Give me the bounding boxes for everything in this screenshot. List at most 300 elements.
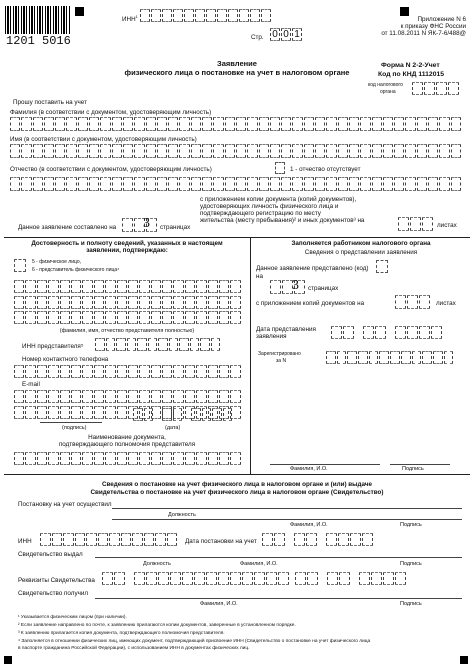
input-cell[interactable]	[185, 280, 195, 293]
input-cell[interactable]	[105, 280, 115, 293]
input-cell[interactable]	[71, 406, 81, 419]
input-cell[interactable]	[82, 452, 92, 465]
input-cell[interactable]	[151, 365, 161, 378]
patronymic-checkbox[interactable]	[275, 162, 285, 174]
input-cell[interactable]	[292, 117, 302, 131]
input-cell[interactable]	[412, 351, 422, 364]
input-cell[interactable]	[140, 9, 150, 22]
input-cell[interactable]	[162, 390, 172, 403]
input-cell[interactable]	[82, 280, 92, 293]
input-cell[interactable]	[60, 365, 70, 378]
input-cell[interactable]	[71, 365, 81, 378]
input-cell[interactable]	[185, 365, 195, 378]
input-cell[interactable]	[394, 177, 404, 191]
input-cell[interactable]	[127, 338, 137, 351]
input-cell[interactable]	[162, 280, 172, 293]
input-cell[interactable]	[349, 177, 359, 191]
page-number-cells[interactable]	[270, 28, 303, 41]
input-cell[interactable]	[71, 311, 81, 324]
input-cell[interactable]	[146, 572, 157, 585]
input-cell[interactable]	[230, 296, 240, 309]
input-cell[interactable]	[179, 338, 189, 351]
input-cell[interactable]	[306, 533, 317, 546]
input-cell[interactable]	[358, 351, 368, 364]
input-cell[interactable]	[394, 117, 404, 131]
input-cell[interactable]	[196, 296, 206, 309]
input-cell[interactable]	[33, 117, 43, 131]
input-cell[interactable]	[407, 326, 418, 339]
input-cell[interactable]	[315, 177, 325, 191]
input-cell[interactable]	[326, 177, 336, 191]
input-cell[interactable]	[424, 82, 435, 95]
input-cell[interactable]	[247, 144, 257, 158]
input-cell[interactable]	[94, 365, 104, 378]
surname-cells[interactable]	[10, 117, 462, 131]
input-cell[interactable]	[48, 390, 58, 403]
input-cell[interactable]	[173, 280, 183, 293]
input-cell[interactable]	[230, 452, 240, 465]
input-cell[interactable]	[105, 452, 115, 465]
input-cell[interactable]	[394, 144, 404, 158]
input-cell[interactable]	[173, 390, 183, 403]
input-cell[interactable]	[71, 452, 81, 465]
input-cell[interactable]	[137, 338, 147, 351]
input-cell[interactable]	[419, 326, 430, 339]
input-cell[interactable]	[439, 144, 449, 158]
input-cell[interactable]	[372, 144, 382, 158]
input-cell[interactable]	[281, 177, 291, 191]
input-cell[interactable]	[259, 117, 269, 131]
input-cell[interactable]	[25, 280, 35, 293]
input-cell[interactable]	[202, 408, 212, 421]
input-cell[interactable]	[37, 311, 47, 324]
input-cell[interactable]	[112, 144, 122, 158]
input-cell[interactable]	[82, 311, 92, 324]
input-cell[interactable]	[206, 9, 216, 22]
input-cell[interactable]	[281, 117, 291, 131]
input-cell[interactable]	[219, 452, 229, 465]
input-cell[interactable]	[123, 117, 133, 131]
input-cell[interactable]	[162, 365, 172, 378]
input-cell[interactable]	[337, 351, 347, 364]
input-cell[interactable]	[95, 338, 105, 351]
input-cell[interactable]	[151, 280, 161, 293]
input-cell[interactable]	[412, 82, 423, 95]
submission-date-cells[interactable]	[331, 326, 443, 339]
input-cell[interactable]	[360, 144, 370, 158]
input-cell[interactable]	[82, 365, 92, 378]
input-cell[interactable]	[338, 144, 348, 158]
input-cell[interactable]	[390, 351, 400, 364]
input-cell[interactable]	[250, 9, 260, 22]
input-cell[interactable]	[146, 177, 156, 191]
input-cell[interactable]	[254, 572, 265, 585]
input-cell[interactable]	[281, 144, 291, 158]
input-cell[interactable]	[105, 365, 115, 378]
input-cell[interactable]	[151, 390, 161, 403]
input-cell[interactable]	[451, 117, 461, 131]
registration-number-cells[interactable]	[326, 351, 454, 364]
input-cell[interactable]	[202, 144, 212, 158]
input-cell[interactable]	[117, 296, 127, 309]
patronymic-cells[interactable]	[10, 177, 462, 191]
input-cell[interactable]	[196, 280, 206, 293]
tax-authority-cells[interactable]	[412, 82, 460, 95]
input-cell[interactable]	[94, 296, 104, 309]
input-cell[interactable]	[242, 572, 253, 585]
input-cell[interactable]	[395, 572, 406, 585]
input-cell[interactable]	[202, 177, 212, 191]
input-cell[interactable]	[230, 311, 240, 324]
input-cell[interactable]	[102, 572, 113, 585]
input-cell[interactable]	[144, 533, 155, 546]
input-cell[interactable]	[422, 351, 432, 364]
input-cell[interactable]	[266, 572, 277, 585]
input-cell[interactable]	[25, 406, 35, 419]
input-cell[interactable]	[10, 177, 20, 191]
input-cell[interactable]	[94, 406, 104, 419]
input-cell[interactable]	[148, 338, 158, 351]
input-cell[interactable]	[71, 390, 81, 403]
input-cell[interactable]	[326, 117, 336, 131]
input-cell[interactable]	[295, 572, 306, 585]
input-cell[interactable]	[331, 326, 342, 339]
input-cell[interactable]	[162, 9, 172, 22]
input-cell[interactable]	[151, 311, 161, 324]
input-cell[interactable]	[44, 117, 54, 131]
input-cell[interactable]	[362, 533, 373, 546]
input-cell[interactable]	[169, 338, 179, 351]
input-cell[interactable]	[25, 296, 35, 309]
input-cell[interactable]	[134, 144, 144, 158]
input-cell[interactable]	[14, 406, 24, 419]
input-cell[interactable]	[151, 296, 161, 309]
input-cell[interactable]	[219, 296, 229, 309]
input-cell[interactable]	[433, 351, 443, 364]
right-pages-cells[interactable]	[270, 280, 306, 294]
input-cell[interactable]	[278, 572, 289, 585]
email-cells-1[interactable]	[14, 390, 242, 403]
input-cell[interactable]	[105, 311, 115, 324]
input-cell[interactable]	[117, 390, 127, 403]
input-cell[interactable]	[25, 452, 35, 465]
input-cell[interactable]	[151, 452, 161, 465]
input-cell[interactable]	[405, 144, 415, 158]
input-cell[interactable]	[170, 572, 181, 585]
input-cell[interactable]	[37, 390, 47, 403]
details-date-cells[interactable]	[295, 572, 407, 585]
input-cell[interactable]	[109, 533, 120, 546]
input-cell[interactable]	[55, 144, 65, 158]
input-cell[interactable]	[105, 406, 115, 419]
input-cell[interactable]	[359, 572, 370, 585]
input-cell[interactable]	[196, 365, 206, 378]
input-cell[interactable]	[14, 452, 24, 465]
input-cell[interactable]	[78, 177, 88, 191]
input-cell[interactable]	[139, 311, 149, 324]
input-cell[interactable]	[274, 533, 285, 546]
input-cell[interactable]	[48, 452, 58, 465]
input-cell[interactable]	[63, 533, 74, 546]
submission-code-box[interactable]	[376, 260, 388, 273]
input-cell[interactable]	[48, 311, 58, 324]
input-cell[interactable]	[98, 533, 109, 546]
input-cell[interactable]	[383, 572, 394, 585]
rep-fio-cells-2[interactable]	[14, 296, 242, 309]
input-cell[interactable]	[417, 177, 427, 191]
input-cell[interactable]	[185, 296, 195, 309]
input-cell[interactable]	[350, 533, 361, 546]
input-cell[interactable]	[230, 390, 240, 403]
input-cell[interactable]	[134, 177, 144, 191]
input-cell[interactable]	[66, 117, 76, 131]
input-cell[interactable]	[212, 408, 222, 421]
input-cell[interactable]	[451, 177, 461, 191]
input-cell[interactable]	[315, 144, 325, 158]
input-cell[interactable]	[230, 280, 240, 293]
input-cell[interactable]	[191, 144, 201, 158]
input-cell[interactable]	[106, 338, 116, 351]
input-cell[interactable]	[89, 177, 99, 191]
input-cell[interactable]	[112, 177, 122, 191]
input-cell[interactable]	[338, 117, 348, 131]
input-cell[interactable]	[94, 280, 104, 293]
input-cell[interactable]	[21, 177, 31, 191]
input-cell[interactable]	[327, 572, 338, 585]
input-cell[interactable]	[218, 572, 229, 585]
input-cell[interactable]	[436, 82, 447, 95]
input-cell[interactable]	[304, 144, 314, 158]
input-cell[interactable]	[236, 117, 246, 131]
input-cell[interactable]	[259, 144, 269, 158]
input-cell[interactable]	[128, 390, 138, 403]
input-cell[interactable]	[14, 280, 24, 293]
input-cell[interactable]	[338, 177, 348, 191]
input-cell[interactable]	[37, 280, 47, 293]
input-cell[interactable]	[48, 406, 58, 419]
input-cell[interactable]	[363, 326, 374, 339]
input-cell[interactable]	[206, 572, 217, 585]
input-cell[interactable]	[213, 144, 223, 158]
input-cell[interactable]	[66, 177, 76, 191]
input-cell[interactable]	[100, 117, 110, 131]
input-cell[interactable]	[44, 144, 54, 158]
input-cell[interactable]	[105, 390, 115, 403]
input-cell[interactable]	[66, 144, 76, 158]
rep-inn-cells[interactable]	[95, 338, 221, 351]
doc-cells-1[interactable]	[14, 452, 242, 465]
input-cell[interactable]	[230, 365, 240, 378]
input-cell[interactable]	[326, 351, 336, 364]
input-cell[interactable]	[184, 9, 194, 22]
input-cell[interactable]	[139, 296, 149, 309]
input-cell[interactable]	[139, 452, 149, 465]
input-cell[interactable]	[228, 9, 238, 22]
input-cell[interactable]	[191, 117, 201, 131]
input-cell[interactable]	[179, 117, 189, 131]
input-cell[interactable]	[117, 365, 127, 378]
input-cell[interactable]	[48, 296, 58, 309]
input-cell[interactable]	[82, 296, 92, 309]
input-cell[interactable]	[247, 177, 257, 191]
input-cell[interactable]	[182, 572, 193, 585]
input-cell[interactable]	[195, 9, 205, 22]
input-cell[interactable]	[134, 117, 144, 131]
input-cell[interactable]	[60, 280, 70, 293]
input-cell[interactable]	[294, 533, 305, 546]
input-cell[interactable]	[162, 311, 172, 324]
input-cell[interactable]	[383, 177, 393, 191]
input-cell[interactable]	[211, 338, 221, 351]
input-cell[interactable]	[448, 82, 459, 95]
input-cell[interactable]	[431, 326, 442, 339]
input-cell[interactable]	[168, 117, 178, 131]
input-cell[interactable]	[360, 177, 370, 191]
input-cell[interactable]	[196, 452, 206, 465]
input-cell[interactable]	[139, 280, 149, 293]
input-cell[interactable]	[105, 296, 115, 309]
input-cell[interactable]	[270, 117, 280, 131]
phone-cells[interactable]	[14, 365, 242, 378]
input-cell[interactable]	[100, 177, 110, 191]
input-cell[interactable]	[94, 311, 104, 324]
input-cell[interactable]	[71, 280, 81, 293]
input-cell[interactable]	[48, 365, 58, 378]
input-cell[interactable]	[94, 390, 104, 403]
input-cell[interactable]	[44, 177, 54, 191]
input-cell[interactable]	[82, 406, 92, 419]
input-cell[interactable]	[179, 177, 189, 191]
input-cell[interactable]	[71, 296, 81, 309]
input-cell[interactable]	[383, 117, 393, 131]
input-cell[interactable]	[162, 452, 172, 465]
input-cell[interactable]	[139, 390, 149, 403]
input-cell[interactable]	[112, 117, 122, 131]
input-cell[interactable]	[219, 390, 229, 403]
input-cell[interactable]	[196, 311, 206, 324]
rep-fio-cells-3[interactable]	[14, 311, 242, 324]
input-cell[interactable]	[146, 144, 156, 158]
input-cell[interactable]	[395, 326, 406, 339]
input-cell[interactable]	[116, 338, 126, 351]
input-cell[interactable]	[372, 117, 382, 131]
input-cell[interactable]	[117, 311, 127, 324]
input-cell[interactable]	[213, 177, 223, 191]
input-cell[interactable]	[185, 452, 195, 465]
reg-date-cells[interactable]	[262, 533, 374, 546]
input-cell[interactable]	[14, 311, 24, 324]
input-cell[interactable]	[230, 572, 241, 585]
input-cell[interactable]	[123, 177, 133, 191]
input-cell[interactable]	[428, 117, 438, 131]
input-cell[interactable]	[194, 572, 205, 585]
input-cell[interactable]	[94, 452, 104, 465]
input-cell[interactable]	[37, 406, 47, 419]
input-cell[interactable]	[128, 296, 138, 309]
input-cell[interactable]	[347, 351, 357, 364]
input-cell[interactable]	[292, 177, 302, 191]
input-cell[interactable]	[259, 177, 269, 191]
input-cell[interactable]	[196, 390, 206, 403]
input-cell[interactable]	[40, 533, 51, 546]
input-cell[interactable]	[428, 144, 438, 158]
input-cell[interactable]	[121, 533, 132, 546]
input-cell[interactable]	[60, 406, 70, 419]
input-cell[interactable]	[55, 117, 65, 131]
input-cell[interactable]	[208, 365, 218, 378]
input-cell[interactable]	[89, 144, 99, 158]
input-cell[interactable]	[162, 296, 172, 309]
input-cell[interactable]	[428, 177, 438, 191]
input-cell[interactable]	[117, 452, 127, 465]
input-cell[interactable]	[128, 280, 138, 293]
input-cell[interactable]	[155, 533, 166, 546]
input-cell[interactable]	[292, 144, 302, 158]
input-cell[interactable]	[190, 338, 200, 351]
input-cell[interactable]	[168, 177, 178, 191]
signer-type-box[interactable]	[14, 259, 26, 272]
input-cell[interactable]	[208, 390, 218, 403]
input-cell[interactable]	[360, 117, 370, 131]
input-cell[interactable]	[225, 177, 235, 191]
input-cell[interactable]	[326, 533, 337, 546]
input-cell[interactable]	[100, 144, 110, 158]
input-cell[interactable]	[21, 144, 31, 158]
input-cell[interactable]	[168, 144, 178, 158]
name-cells[interactable]	[10, 144, 462, 158]
input-cell[interactable]	[128, 365, 138, 378]
pages-cells[interactable]	[122, 218, 158, 232]
input-cell[interactable]	[21, 117, 31, 131]
input-cell[interactable]	[439, 177, 449, 191]
input-cell[interactable]	[167, 533, 178, 546]
input-cell[interactable]	[173, 311, 183, 324]
input-cell[interactable]	[270, 144, 280, 158]
input-cell[interactable]	[304, 117, 314, 131]
input-cell[interactable]	[262, 533, 273, 546]
input-cell[interactable]	[60, 390, 70, 403]
input-cell[interactable]	[128, 311, 138, 324]
input-cell[interactable]	[417, 117, 427, 131]
input-cell[interactable]	[162, 408, 172, 421]
input-cell[interactable]	[133, 408, 143, 421]
input-cell[interactable]	[191, 408, 201, 421]
input-cell[interactable]	[151, 9, 161, 22]
input-cell[interactable]	[78, 144, 88, 158]
rep-fio-cells-1[interactable]	[14, 280, 242, 293]
input-cell[interactable]	[451, 144, 461, 158]
input-cell[interactable]	[144, 408, 154, 421]
input-cell[interactable]	[25, 390, 35, 403]
input-cell[interactable]	[10, 144, 20, 158]
input-cell[interactable]	[349, 117, 359, 131]
input-cell[interactable]	[185, 390, 195, 403]
input-cell[interactable]	[33, 144, 43, 158]
input-cell[interactable]	[123, 144, 133, 158]
input-cell[interactable]	[223, 408, 233, 421]
input-cell[interactable]	[236, 177, 246, 191]
input-cell[interactable]	[139, 365, 149, 378]
input-cell[interactable]	[25, 365, 35, 378]
input-cell[interactable]	[401, 351, 411, 364]
input-cell[interactable]	[208, 296, 218, 309]
input-cell[interactable]	[173, 9, 183, 22]
input-cell[interactable]	[134, 572, 145, 585]
input-cell[interactable]	[75, 533, 86, 546]
input-cell[interactable]	[371, 572, 382, 585]
input-cell[interactable]	[225, 144, 235, 158]
input-cell[interactable]	[202, 117, 212, 131]
